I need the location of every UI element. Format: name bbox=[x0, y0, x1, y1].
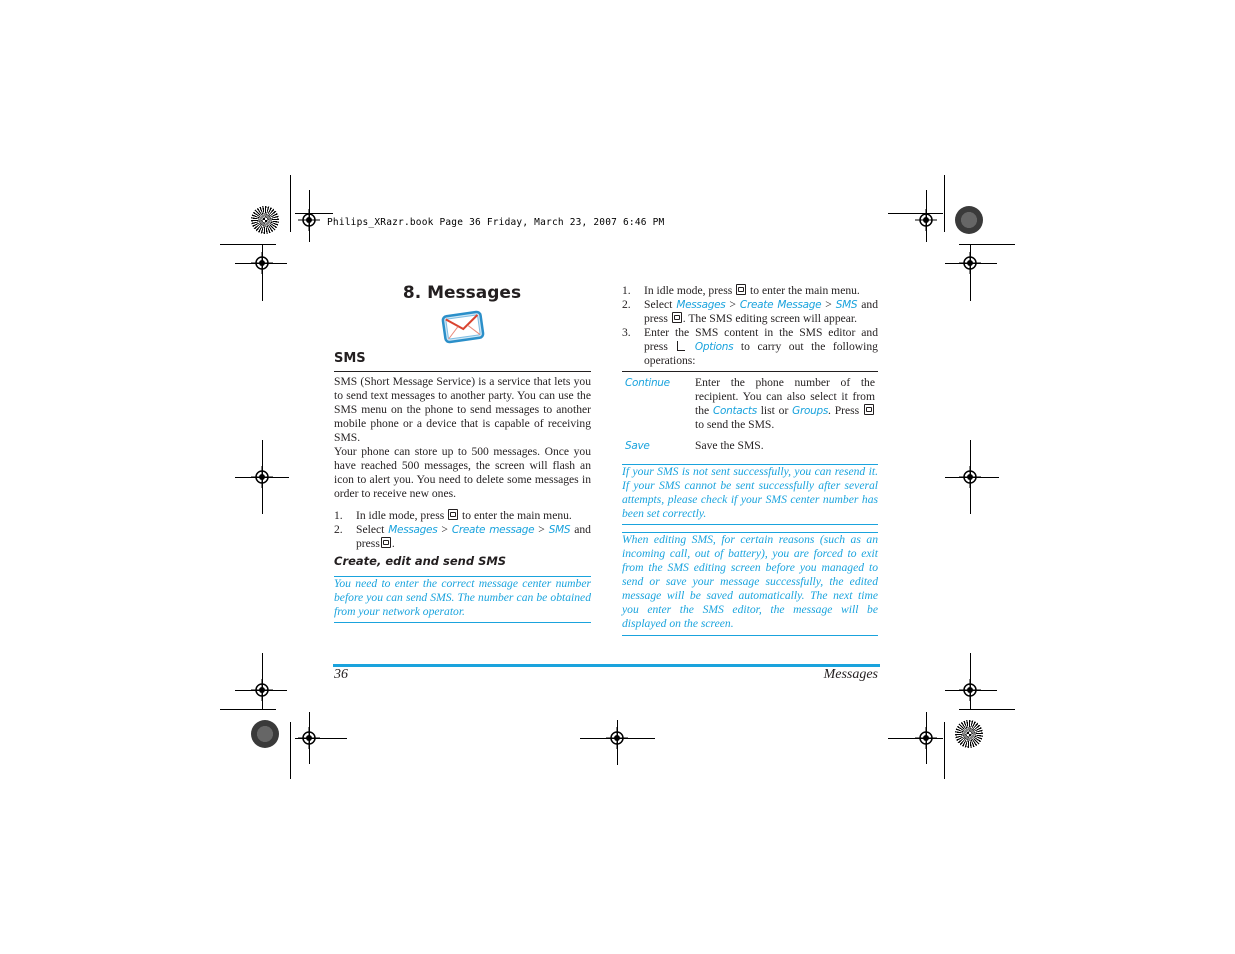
menu-messages: Messages bbox=[388, 524, 438, 536]
chapter-title: 8. Messages bbox=[402, 283, 522, 303]
note-message-center: You need to enter the correct message center number before you can send SMS. The number can be obtained from your network operator. bbox=[334, 577, 591, 618]
note-rule-bottom bbox=[622, 524, 878, 525]
menu-create-message: Create message bbox=[451, 524, 535, 536]
option-continue: Continue bbox=[625, 377, 670, 389]
right-steps bbox=[622, 284, 878, 368]
menu-messages: Messages bbox=[676, 299, 726, 311]
list-item: 1. In idle mode, press to enter the main menu. bbox=[334, 509, 572, 522]
page-number: 36 bbox=[334, 667, 348, 682]
registration-mark-icon bbox=[298, 209, 320, 231]
paragraph: SMS (Short Message Service) is a service that lets you to send text messages to another party. You can use the SMS menu on the phone to send messages to another mobile phone or a device that is capable of receiving SMS. bbox=[334, 375, 591, 444]
list-item: 2. Select Messages > Create message > SMS and press . bbox=[334, 523, 591, 550]
menu-contacts: Contacts bbox=[712, 405, 757, 417]
options-table-rule bbox=[622, 371, 878, 372]
registration-mark-icon bbox=[251, 679, 273, 701]
note-resend: If your SMS is not sent successfully, you can resend it. If your SMS cannot be sent successfully after several attempts, please check if your SMS center number has been set correctly. bbox=[622, 465, 878, 520]
menu-options: Options bbox=[694, 341, 734, 353]
color-rosette-icon bbox=[251, 720, 279, 748]
menu-sms: SMS bbox=[835, 299, 858, 311]
registration-mark-icon bbox=[959, 252, 981, 274]
left-body bbox=[334, 375, 591, 501]
registration-mark-icon bbox=[251, 252, 273, 274]
registration-mark-icon bbox=[251, 466, 273, 488]
envelope-icon bbox=[438, 307, 488, 347]
note-autosave: When editing SMS, for certain reasons (such as an incoming call, out of battery), you are forced to exit from the SMS editing screen before you managed to send or save your message successfully, the edited message will be saved automatically. The next time you enter the SMS editor, the message will be displayed on the screen. bbox=[622, 533, 878, 630]
menu-sms: SMS bbox=[548, 524, 571, 536]
heading-rule bbox=[334, 371, 591, 372]
note-rule-bottom bbox=[334, 622, 591, 623]
registration-mark-icon bbox=[915, 727, 937, 749]
subheading-create-edit-send: Create, edit and send SMS bbox=[334, 554, 507, 568]
color-rosette-icon bbox=[251, 206, 279, 234]
registration-mark-icon bbox=[915, 209, 937, 231]
ok-key-icon bbox=[448, 509, 458, 520]
ok-key-icon bbox=[672, 312, 682, 323]
color-rosette-icon bbox=[955, 206, 983, 234]
ok-key-icon bbox=[864, 404, 874, 415]
left-steps bbox=[334, 509, 591, 551]
left-softkey-icon bbox=[677, 341, 685, 351]
registration-mark-icon bbox=[959, 466, 981, 488]
section-heading-sms: SMS bbox=[334, 351, 366, 366]
print-header: Philips_XRazr.book Page 36 Friday, March 23, 2007 6:46 PM bbox=[327, 217, 665, 228]
menu-groups: Groups bbox=[792, 405, 829, 417]
menu-create-message: Create Message bbox=[739, 299, 822, 311]
list-item: 2. Select Messages > Create Message > SMS and press . The SMS editing screen will appear. bbox=[622, 298, 879, 325]
option-save-desc: Save the SMS. bbox=[695, 439, 764, 452]
option-save: Save bbox=[625, 440, 650, 452]
registration-mark-icon bbox=[606, 727, 628, 749]
color-rosette-icon bbox=[955, 720, 983, 748]
list-item: 3. Enter the SMS content in the SMS editor and press Options to carry out the following operations: bbox=[622, 326, 878, 367]
option-continue-desc: Enter the phone number of the recipient. You can also select it from the Contacts list or Groups. Press to send the SMS. bbox=[695, 376, 875, 431]
note-rule-bottom bbox=[622, 635, 878, 636]
registration-mark-icon bbox=[298, 727, 320, 749]
list-item: 1. In idle mode, press to enter the main menu. bbox=[622, 284, 860, 297]
ok-key-icon bbox=[381, 537, 391, 548]
registration-mark-icon bbox=[959, 679, 981, 701]
footer-section: Messages bbox=[823, 667, 878, 682]
ok-key-icon bbox=[736, 284, 746, 295]
paragraph: Your phone can store up to 500 messages. Once you have reached 500 messages, the screen will flash an icon to alert you. You need to delete some messages in order to receive new ones. bbox=[334, 445, 591, 500]
